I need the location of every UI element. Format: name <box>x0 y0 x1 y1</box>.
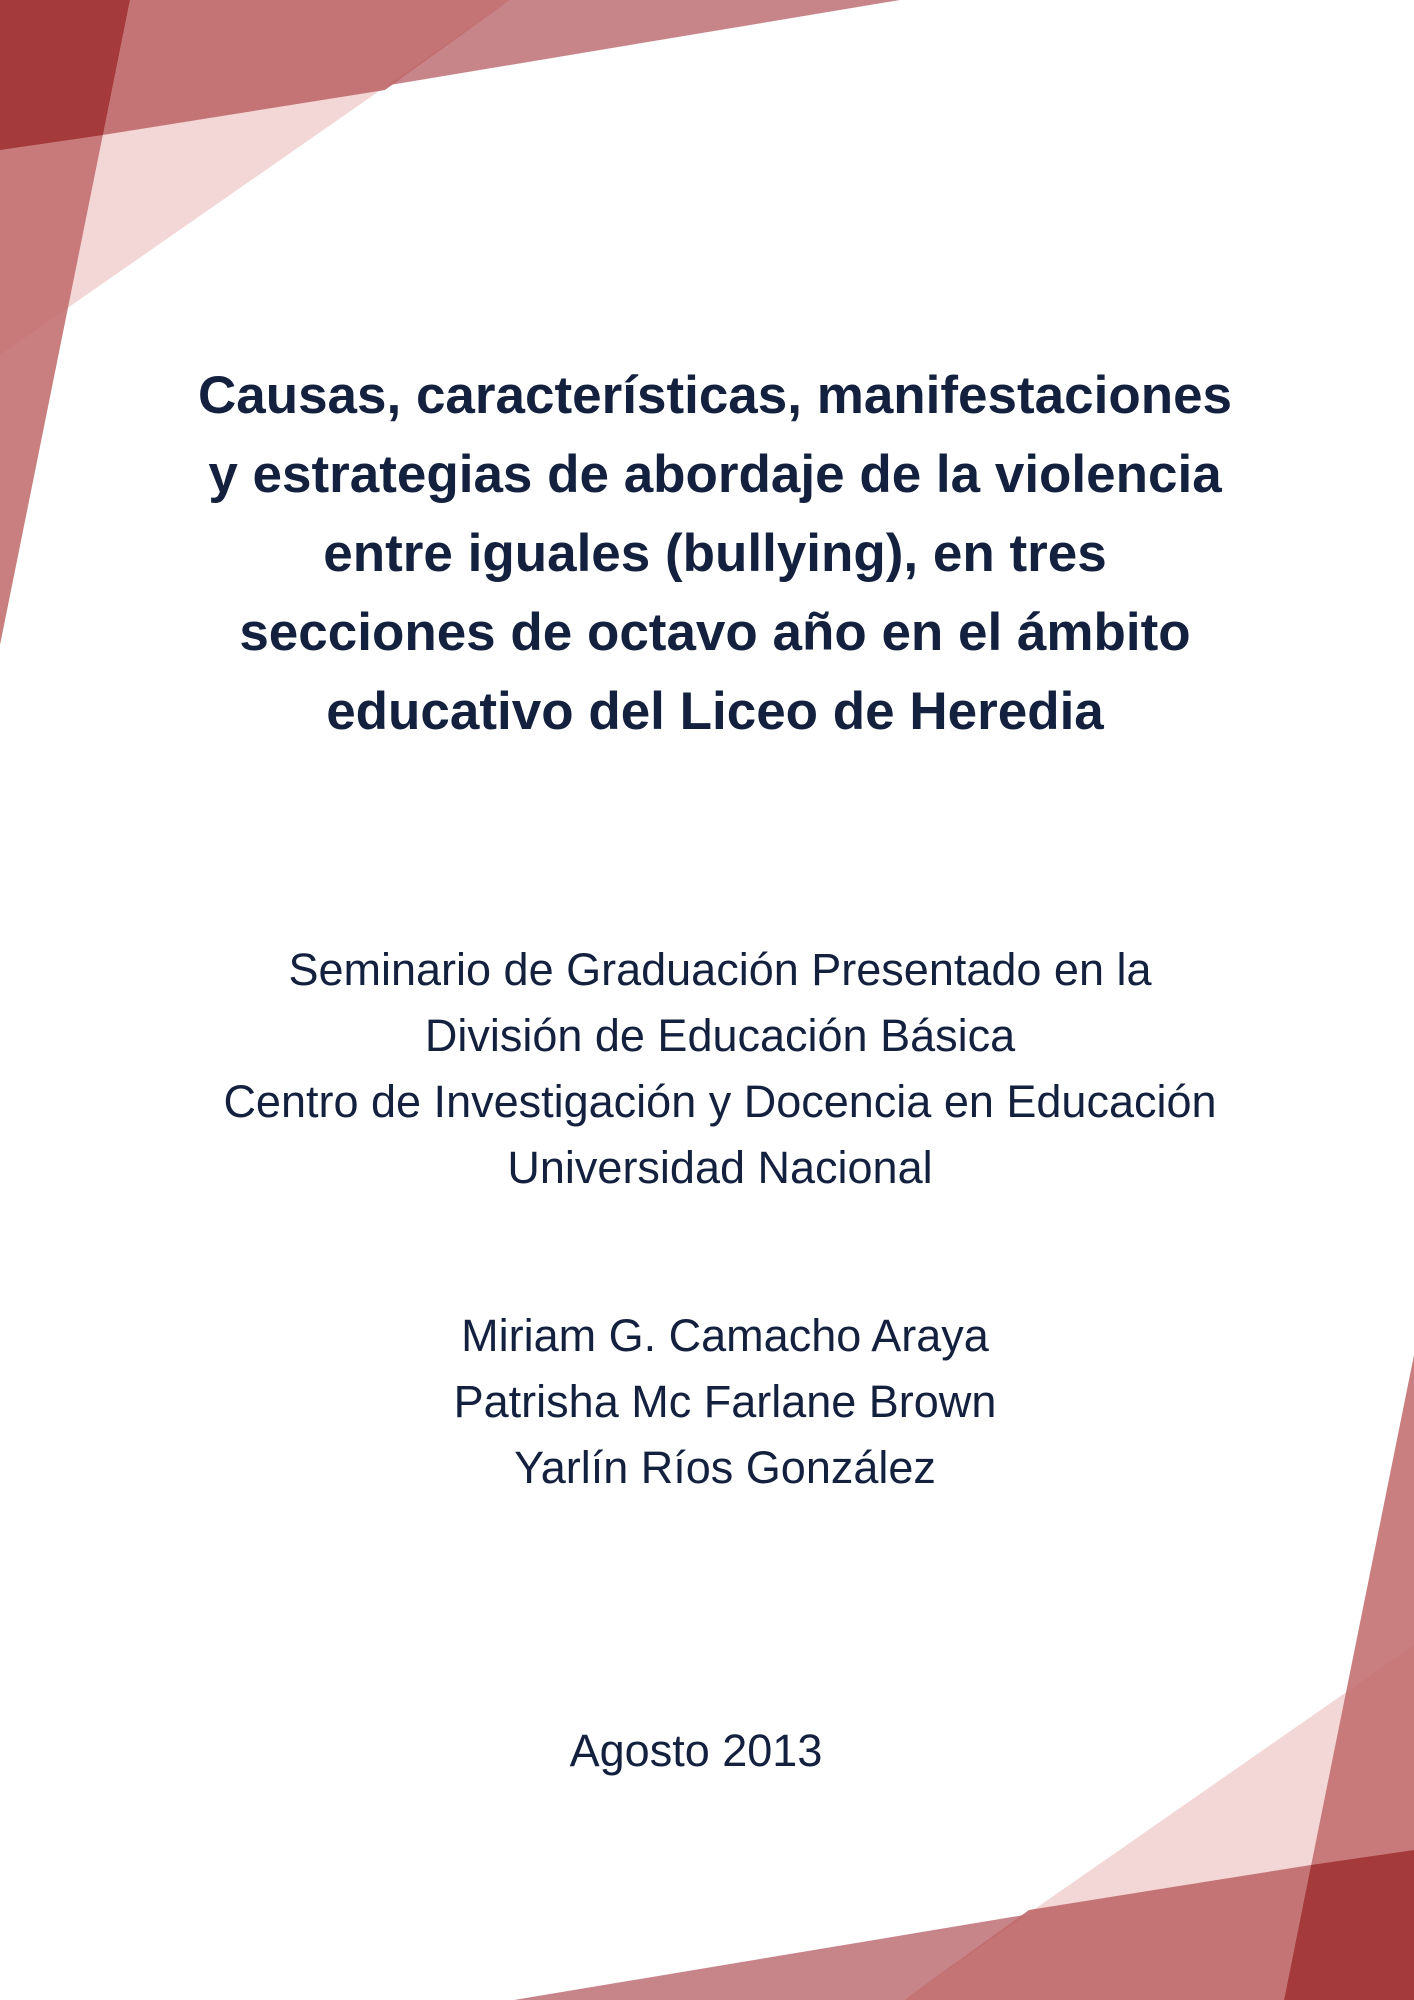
institution-line: División de Educación Básica <box>424 1010 1016 1061</box>
author-name: Yarlín Ríos González <box>514 1442 936 1493</box>
publication-date: Agosto 2013 <box>569 1725 823 1776</box>
document-title <box>100 356 1330 751</box>
authors-block <box>300 1303 1150 1501</box>
title-line: Causas, características, manifestaciones <box>197 366 1233 425</box>
title-line: secciones de octavo año en el ámbito <box>239 603 1191 662</box>
title-line: educativo del Liceo de Heredia <box>326 682 1104 741</box>
author-name: Miriam G. Camacho Araya <box>461 1310 989 1361</box>
institution-line: Universidad Nacional <box>507 1142 933 1193</box>
title-line: y estrategias de abordaje de la violencia <box>208 445 1222 504</box>
title-line: entre iguales (bullying), en tres <box>323 524 1107 583</box>
institution-line: Seminario de Graduación Presentado en la <box>288 944 1152 995</box>
author-name: Patrisha Mc Farlane Brown <box>453 1376 997 1427</box>
institution-line: Centro de Investigación y Docencia en Educación <box>223 1076 1217 1127</box>
institution-block <box>150 937 1290 1201</box>
